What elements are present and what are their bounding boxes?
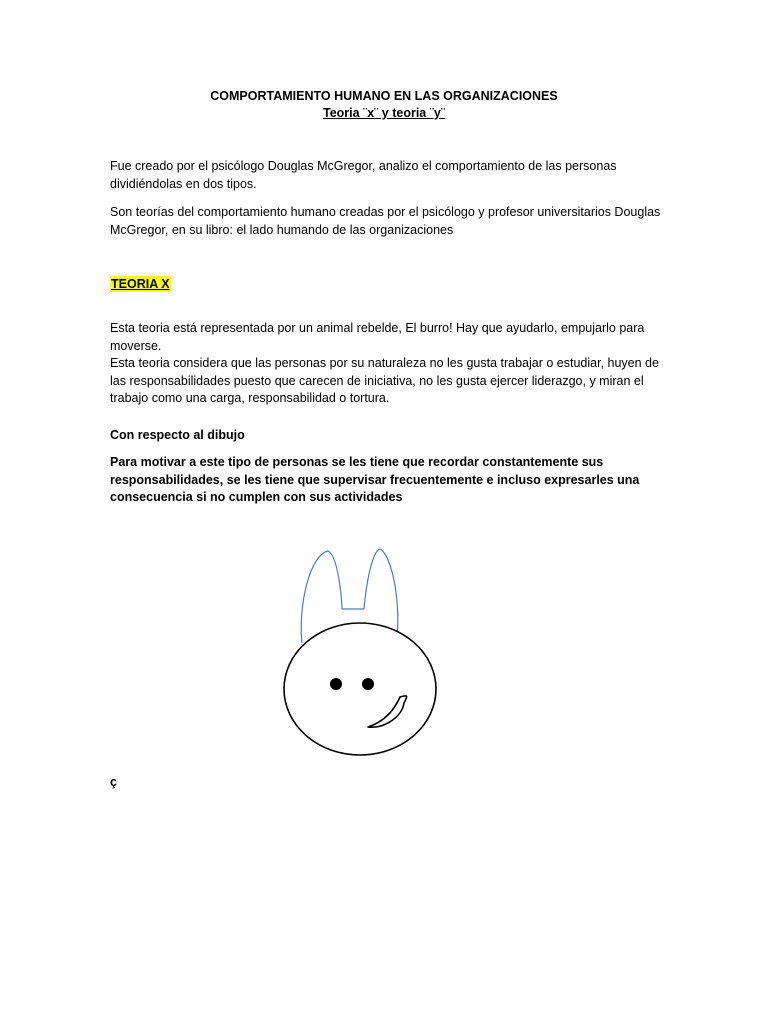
right-eye <box>362 678 374 690</box>
face-outline <box>284 623 436 755</box>
donkey-drawing <box>280 545 440 775</box>
drawing-label: Con respecto al dibujo <box>110 428 245 442</box>
intro-paragraph: Fue creado por el psicólogo Douglas McGregor, analizo el comportamiento de las personas dividiéndolas en dos tipos. <box>110 159 617 191</box>
definition-paragraph: Son teorías del comportamiento humano creadas por el psicólogo y profesor universitarios Douglas McGregor, en su libro: el lado humando de las organizaciones <box>110 205 661 237</box>
left-eye <box>330 678 342 690</box>
theory-x-description-paragraph: Esta teoria considera que las personas por su naturaleza no les gusta trabajar o estudiar, huyen de las responsabilidades puesto que carecen de iniciativa, no les gusta ejercer liderazgo, y miran el trabajo como una carga, responsabilidad o tortura. <box>110 356 659 405</box>
section-heading-teoria-x: TEORIA X <box>111 277 170 291</box>
theory-x-representation-paragraph: Esta teoria está representada por un animal rebelde, El burro! Hay que ayudarlo, empujarlo para moverse. <box>110 321 645 353</box>
document-subtitle: Teoria ¨x¨ y teoria ¨y¨ <box>322 106 446 120</box>
stray-character: ç <box>110 775 117 789</box>
motivation-paragraph: Para motivar a este tipo de personas se les tiene que recordar constantemente sus responsabilidades, se les tiene que supervisar frecuentemente e incluso expresarles una consecuencia si no cumplen con sus actividades <box>110 455 640 504</box>
document-title: COMPORTAMIENTO HUMANO EN LAS ORGANIZACIONES <box>210 89 558 103</box>
